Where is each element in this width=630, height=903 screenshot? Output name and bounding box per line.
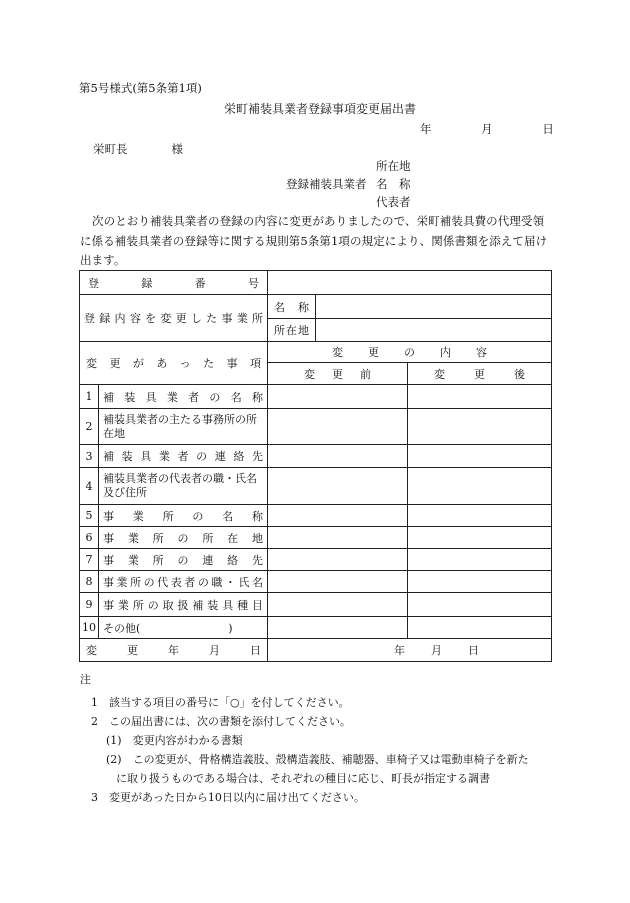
- before-input[interactable]: [268, 527, 408, 549]
- before-input[interactable]: [268, 571, 408, 593]
- note-item: (1) 変更内容がわかる書類: [106, 734, 243, 747]
- date-year: 年: [420, 122, 432, 136]
- after-input[interactable]: [408, 549, 552, 571]
- row-number: 5: [80, 505, 99, 527]
- applicant-address-label: 所在地: [376, 159, 411, 173]
- row-number: 2: [80, 409, 99, 445]
- body-text: 次のとおり補装具業者の登録の内容に変更がありましたので、栄町補装具費の代理受領に係る補装具業者の登録等に関する規則第5条第1項の規定により、関係書類を添えて届け出ます。: [80, 214, 548, 267]
- applicant-representative-label: 代表者: [376, 195, 411, 209]
- row-number: 3: [80, 445, 99, 468]
- change-date-year: 年: [394, 644, 417, 657]
- note-item: に取り扱うものである場合は、それぞれの種目に応じ、町長が指定する調書: [116, 772, 490, 785]
- row-label: 補装具業者の主たる事務所の所在地: [99, 409, 268, 445]
- row-label: 補装具業者の代表者の職・氏名及び住所: [99, 468, 268, 505]
- office-name-input[interactable]: [316, 295, 552, 319]
- before-header: 変更前: [268, 363, 408, 385]
- row-label: 事業所の取扱補装具種目: [99, 593, 268, 617]
- office-address-label: 所在地: [268, 319, 316, 342]
- changed-items-header: 変更があった事項: [80, 342, 268, 385]
- before-input[interactable]: [268, 445, 408, 468]
- addressee-honorific: 様: [171, 142, 183, 156]
- change-table: [79, 270, 552, 662]
- change-date-input[interactable]: [268, 639, 552, 662]
- row-label: 事業所の連絡先: [99, 549, 268, 571]
- addressee-name: 栄町長: [93, 142, 128, 156]
- after-input[interactable]: [408, 409, 552, 445]
- row-label: 補装具業者の連絡先: [99, 445, 268, 468]
- date-day: 日: [542, 122, 554, 136]
- after-input[interactable]: [408, 385, 552, 409]
- addressee: [93, 141, 183, 157]
- row-label: 補装具業者の名称: [99, 385, 268, 409]
- row-number: 8: [80, 571, 99, 593]
- change-date-month: 月: [431, 644, 454, 657]
- row-number: 1: [80, 385, 99, 409]
- change-content-header: 変更の内容: [268, 342, 552, 363]
- row-label: 事業所の代表者の職・氏名: [99, 571, 268, 593]
- row-number: 4: [80, 468, 99, 505]
- applicant-role-label: 登録補装具業者: [286, 177, 367, 191]
- before-input[interactable]: [268, 385, 408, 409]
- notes-heading: 注: [80, 673, 91, 686]
- page-title: 栄町補装具業者登録事項変更届出書: [223, 102, 416, 116]
- before-input[interactable]: [268, 468, 408, 505]
- row-label: その他( ): [99, 617, 268, 639]
- submission-date: [420, 121, 576, 137]
- registration-number-label: 登録番号: [80, 271, 268, 295]
- after-input[interactable]: [408, 571, 552, 593]
- after-input[interactable]: [408, 527, 552, 549]
- note-item: 2 この届出書には、次の書類を添付してください。: [91, 715, 351, 728]
- before-input[interactable]: [268, 593, 408, 617]
- after-input[interactable]: [408, 593, 552, 617]
- after-header: 変更後: [408, 363, 552, 385]
- after-input[interactable]: [408, 468, 552, 505]
- row-number: 7: [80, 549, 99, 571]
- note-item: 3 変更があった日から10日以内に届け出てください。: [91, 791, 365, 804]
- row-label: 事業所の名称: [99, 505, 268, 527]
- before-input[interactable]: [268, 409, 408, 445]
- after-input[interactable]: [408, 617, 552, 639]
- changed-office-label: 登録内容を変更した事業所: [80, 295, 268, 342]
- applicant-name-label: 名 称: [376, 177, 411, 191]
- row-number: 10: [80, 617, 99, 639]
- row-number: 9: [80, 593, 99, 617]
- change-date-label: 変更年月日: [80, 639, 268, 662]
- form-number: 第5号様式(第5条第1項): [79, 81, 202, 95]
- before-input[interactable]: [268, 617, 408, 639]
- note-item: 1 該当する項目の番号に「○」を付してください。: [91, 696, 350, 709]
- before-input[interactable]: [268, 505, 408, 527]
- date-month: 月: [481, 122, 493, 136]
- note-item: (2) この変更が、骨格構造義肢、殻構造義肢、補聴器、車椅子又は電動車椅子を新た: [106, 753, 529, 766]
- row-label: 事業所の所在地: [99, 527, 268, 549]
- office-name-label: 名 称: [268, 295, 316, 319]
- change-date-day: 日: [468, 644, 479, 657]
- row-number: 6: [80, 527, 99, 549]
- registration-number-input[interactable]: [268, 271, 552, 295]
- after-input[interactable]: [408, 445, 552, 468]
- after-input[interactable]: [408, 505, 552, 527]
- before-input[interactable]: [268, 549, 408, 571]
- office-address-input[interactable]: [316, 319, 552, 342]
